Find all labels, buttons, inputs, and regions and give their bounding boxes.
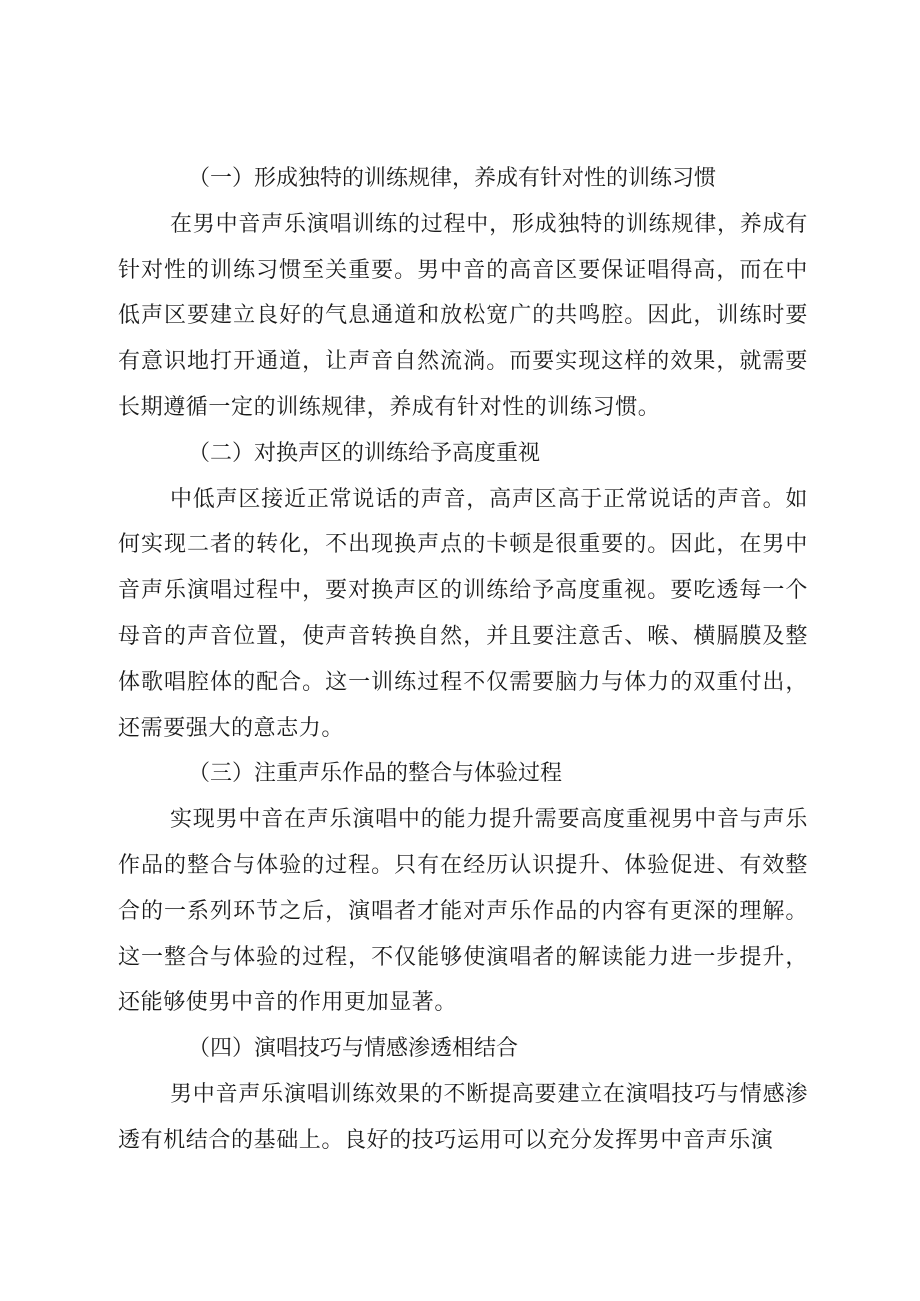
section-heading: （四）演唱技巧与情感渗透相结合 — [188, 1036, 519, 1062]
section-heading: （二）对换声区的训练给予高度重视 — [188, 440, 541, 466]
section-2 — [118, 431, 808, 752]
section-paragraph: 在男中音声乐演唱训练的过程中，形成独特的训练规律，养成有针对性的训练习惯至关重要。男中音的高音区要保证唱得高，而在中低声区要建立良好的气息通道和放松宽广的共鸣腔。因此，训练时要有意识地打开通道，让声音自然流淌。而要实现这样的效果，就需要长期遵循一定的训练规律，养成有针对性的训练习惯。 — [118, 211, 808, 420]
section-heading: （一）形成独特的训练规律，养成有针对性的训练习惯 — [188, 166, 717, 191]
section-4 — [118, 1026, 808, 1163]
section-1 — [118, 156, 808, 431]
section-3 — [118, 751, 808, 1026]
section-paragraph: 中低声区接近正常说话的声音，高声区高于正常说话的声音。如何实现二者的转化，不出现换声点的卡顿是很重要的。因此，在男中音声乐演唱过程中，要对换声区的训练给予高度重视。要吃透每一个母音的声音位置，使声音转换自然，并且要注意舌、喉、横膈膜及整体歌唱腔体的配合。这一训练过程不仅需要脑力与体力的双重付出，还需要强大的意志力。 — [118, 486, 808, 741]
document-body — [118, 156, 808, 1164]
section-paragraph: 男中音声乐演唱训练效果的不断提高要建立在演唱技巧与情感渗透有机结合的基础上。良好的技巧运用可以充分发挥男中音声乐演 — [118, 1081, 808, 1153]
section-heading: （三）注重声乐作品的整合与体验过程 — [188, 761, 563, 787]
section-paragraph: 实现男中音在声乐演唱中的能力提升需要高度重视男中音与声乐作品的整合与体验的过程。只有在经历认识提升、体验促进、有效整合的一系列环节之后，演唱者才能对声乐作品的内容有更深的理解。这一整合与体验的过程，不仅能够使演唱者的解读能力进一步提升，还能够使男中音的作用更加显著。 — [118, 807, 808, 1016]
